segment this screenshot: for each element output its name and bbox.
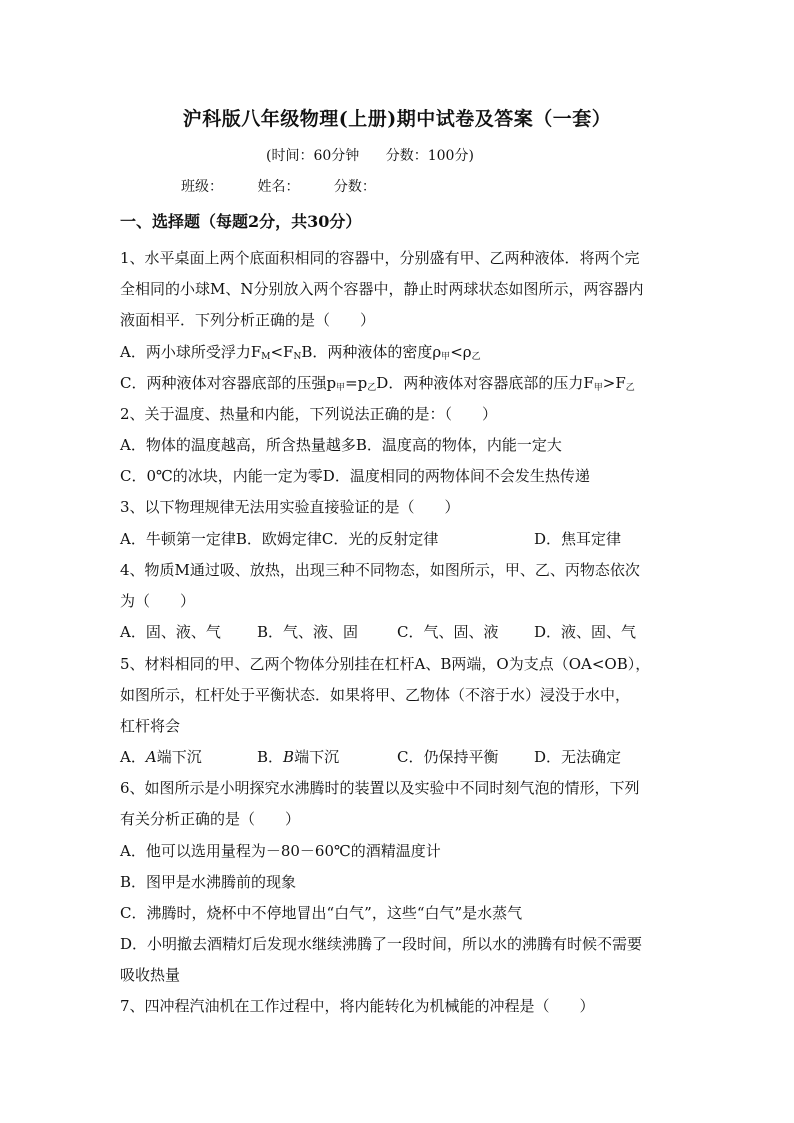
q1-option-c: C．两种液体对容器底部的压强$p_甲=p_乙$ <box>120 374 377 393</box>
q2-stem: 2、关于温度、热量和内能，下列说法正确的是：（ ） <box>120 405 498 423</box>
q3-option-d: D．焦耳定律 <box>534 530 622 548</box>
q6-line2: 有关分析正确的是（ ） <box>120 810 301 828</box>
q4-option-d: D．液、固、气 <box>534 623 637 641</box>
q5-option-c: C．仍保持平衡 <box>397 748 499 766</box>
q1-option-b: B．两种液体的密度$\rho_甲<\rho_乙$ <box>301 343 481 362</box>
q4-option-b: B．气、液、固 <box>257 623 359 641</box>
q1-option-a: A．两小球所受浮力$F_M<F_N$ <box>120 343 302 362</box>
class-label: 班级： <box>181 179 223 195</box>
q4-option-c: C．气、固、液 <box>397 623 499 641</box>
section-heading: 一、选择题（每题2分，共30分） <box>120 212 362 231</box>
q6-option-d-line1: D．小明撤去酒精灯后发现水继续沸腾了一段时间，所以水的沸腾有时候不需要 <box>120 935 643 953</box>
q5-option-b: B．B端下沉 <box>257 748 340 766</box>
q4-line2: 为（ ） <box>120 592 196 610</box>
name-label: 姓名： <box>257 179 300 195</box>
q5-line3: 杠杆将会 <box>120 717 181 735</box>
q5-option-a: A．A端下沉 <box>120 748 202 766</box>
q5-option-d: D．无法确定 <box>534 748 622 766</box>
q3-stem: 3、以下物理规律无法用实验直接验证的是（ ） <box>120 498 460 516</box>
q5-line2: 如图所示，杠杆处于平衡状态．如果将甲、乙物体（不溶于水）浸没于水中， <box>120 686 631 704</box>
q1-option-d: D．两种液体对容器底部的压力$F_甲>F_乙$ <box>376 374 635 393</box>
q1-options-ab <box>120 342 481 367</box>
points-label: 分数： <box>333 179 376 195</box>
q5-line1: 5、材料相同的甲、乙两个物体分别挂在杠杆A、B两端，O为支点（OA<OB）， <box>120 655 651 673</box>
q4-line1: 4、物质M通过吸、放热，出现三种不同物态，如图所示，甲、乙、丙物态依次 <box>120 561 640 579</box>
q6-option-d-line2: 吸收热量 <box>120 966 181 984</box>
q4-option-a: A．固、液、气 <box>120 623 221 641</box>
exam-meta <box>266 145 496 165</box>
q6-option-a: A．他可以选用量程为－80－60℃的酒精温度计 <box>120 842 441 860</box>
exam-time: (时间：60分钟 <box>266 148 360 164</box>
q1-line2: 全相同的小球M、N分别放入两个容器中，静止时两球状态如图所示，两容器内 <box>120 280 644 298</box>
exam-score: 分数：100分) <box>385 148 474 164</box>
student-info <box>181 176 406 196</box>
q6-option-b: B．图甲是水沸腾前的现象 <box>120 873 297 891</box>
q6-line1: 6、如图所示是小明探究水沸腾时的装置以及实验中不同时刻气泡的情形，下列 <box>120 779 640 797</box>
q1-line3: 液面相平．下列分析正确的是（ ） <box>120 311 376 329</box>
q6-option-c: C．沸腾时，烧杯中不停地冒出“白气”，这些“白气”是水蒸气 <box>120 904 523 922</box>
q1-line1: 1、水平桌面上两个底面积相同的容器中，分别盛有甲、乙两种液体．将两个完 <box>120 249 640 267</box>
q2-options-cd: C．0℃的冰块，内能一定为零D．温度相同的两物体间不会发生热传递 <box>120 467 590 485</box>
q3-options-abc: A．牛顿第一定律B．欧姆定律C．光的反射定律 <box>120 530 439 548</box>
page-title: 沪科版八年级物理(上册)期中试卷及答案（一套） <box>182 108 612 130</box>
q1-options-cd <box>120 373 635 398</box>
q7-stem: 7、四冲程汽油机在工作过程中，将内能转化为机械能的冲程是（ ） <box>120 997 595 1015</box>
q2-options-ab: A．物体的温度越高，所含热量越多B．温度高的物体，内能一定大 <box>120 436 562 454</box>
